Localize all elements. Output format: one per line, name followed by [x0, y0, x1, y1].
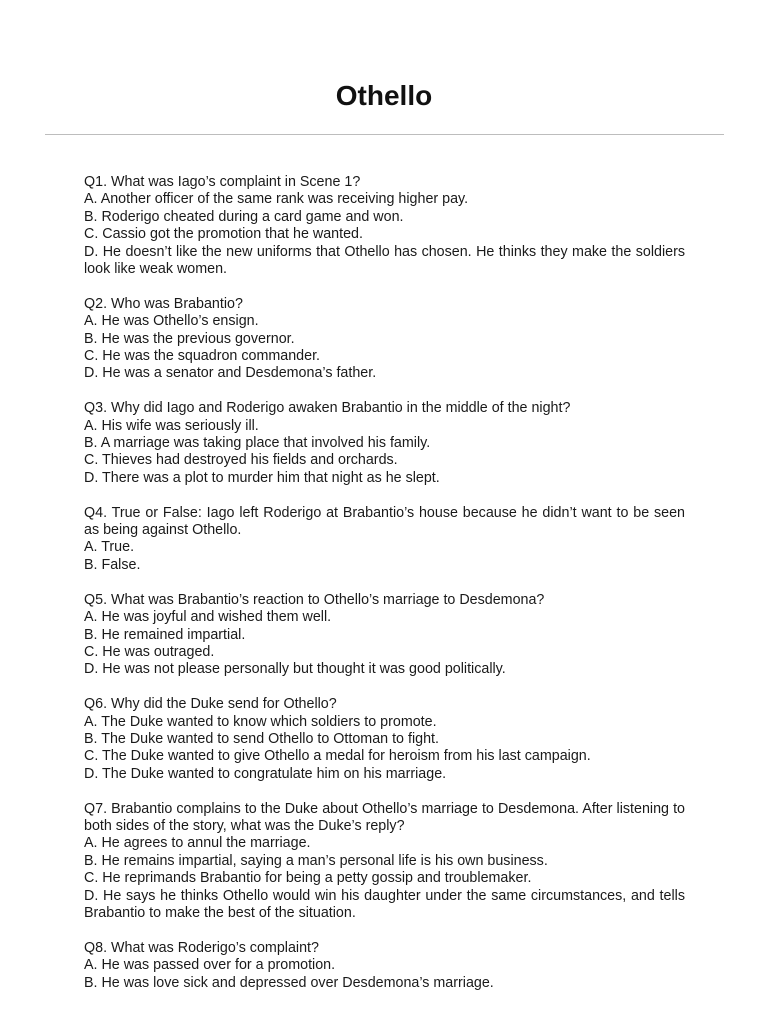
answer-option-d: D. The Duke wanted to congratulate him on his marriage.: [84, 765, 447, 782]
answer-option-a: A. He was passed over for a promotion.: [84, 957, 336, 974]
answer-option-b: B. A marriage was taking place that involved his family.: [84, 435, 431, 452]
answer-option-b: B. He remains impartial, saying a man’s personal life is his own business.: [84, 852, 548, 869]
answer-option-b: B. He remained impartial.: [84, 626, 246, 643]
answer-option-a: A. He was joyful and wished them well.: [84, 609, 332, 626]
answer-option-a: A. True.: [84, 539, 135, 556]
answer-option-c: C. The Duke wanted to give Othello a medal for heroism from his last campaign.: [84, 748, 591, 765]
question-text: Q7. Brabantio complains to the Duke about Othello’s marriage to Desdemona. After listening to both sides of the story, what was the Duke’s reply?: [84, 800, 685, 834]
answer-option-b: B. The Duke wanted to send Othello to Ottoman to fight.: [84, 730, 439, 747]
answer-option-c: C. Cassio got the promotion that he wanted.: [84, 226, 363, 243]
question-8: [84, 940, 685, 992]
question-2: [84, 296, 685, 383]
question-text: Q6. Why did the Duke send for Othello?: [84, 696, 337, 713]
question-7: [84, 801, 685, 923]
question-text: Q4. True or False: Iago left Roderigo at Brabantio’s house because he didn’t want to be seen as being against Othello.: [84, 504, 685, 539]
answer-option-b: B. He was the previous governor.: [84, 330, 295, 347]
answer-option-a: A. He agrees to annul the marriage.: [84, 835, 311, 852]
question-text: Q2. Who was Brabantio?: [84, 295, 243, 312]
answer-option-d: D. There was a plot to murder him that night as he slept.: [84, 469, 440, 486]
question-3: [84, 400, 685, 487]
answer-option-a: A. The Duke wanted to know which soldiers to promote.: [84, 713, 437, 730]
question-1: [84, 174, 685, 278]
question-5: [84, 592, 685, 679]
answer-option-b: B. He was love sick and depressed over Desdemona’s marriage.: [84, 974, 494, 991]
answer-option-d: D. He says he thinks Othello would win his daughter under the same circumstances, and tells Brabantio to make the best of the situation.: [84, 887, 685, 921]
answer-option-d: D. He was not please personally but thought it was good politically.: [84, 661, 506, 678]
answer-option-c: C. He reprimands Brabantio for being a petty gossip and troublemaker.: [84, 870, 532, 887]
answer-option-b: B. Roderigo cheated during a card game and won.: [84, 208, 404, 225]
answer-option-c: C. Thieves had destroyed his fields and orchards.: [84, 452, 398, 469]
answer-option-b: B. False.: [84, 556, 141, 573]
question-text: Q1. What was Iago’s complaint in Scene 1?: [84, 174, 361, 190]
answer-option-a: A. Another officer of the same rank was receiving higher pay.: [84, 191, 469, 208]
question-text: Q5. What was Brabantio’s reaction to Othello’s marriage to Desdemona?: [84, 591, 545, 608]
title-divider: [45, 134, 724, 135]
question-text: Q8. What was Roderigo’s complaint?: [84, 939, 319, 956]
question-4: [84, 505, 685, 575]
quiz-content: [84, 174, 685, 1009]
answer-option-a: A. He was Othello’s ensign.: [84, 313, 259, 330]
document-title: Othello: [335, 80, 433, 111]
answer-option-d: D. He doesn’t like the new uniforms that Othello has chosen. He thinks they make the soldiers look like weak women.: [84, 243, 685, 278]
question-text: Q3. Why did Iago and Roderigo awaken Brabantio in the middle of the night?: [84, 400, 571, 417]
answer-option-a: A. His wife was seriously ill.: [84, 417, 259, 434]
question-6: [84, 696, 685, 783]
answer-option-c: C. He was outraged.: [84, 643, 215, 660]
answer-option-c: C. He was the squadron commander.: [84, 348, 321, 365]
answer-option-d: D. He was a senator and Desdemona’s father.: [84, 365, 377, 382]
